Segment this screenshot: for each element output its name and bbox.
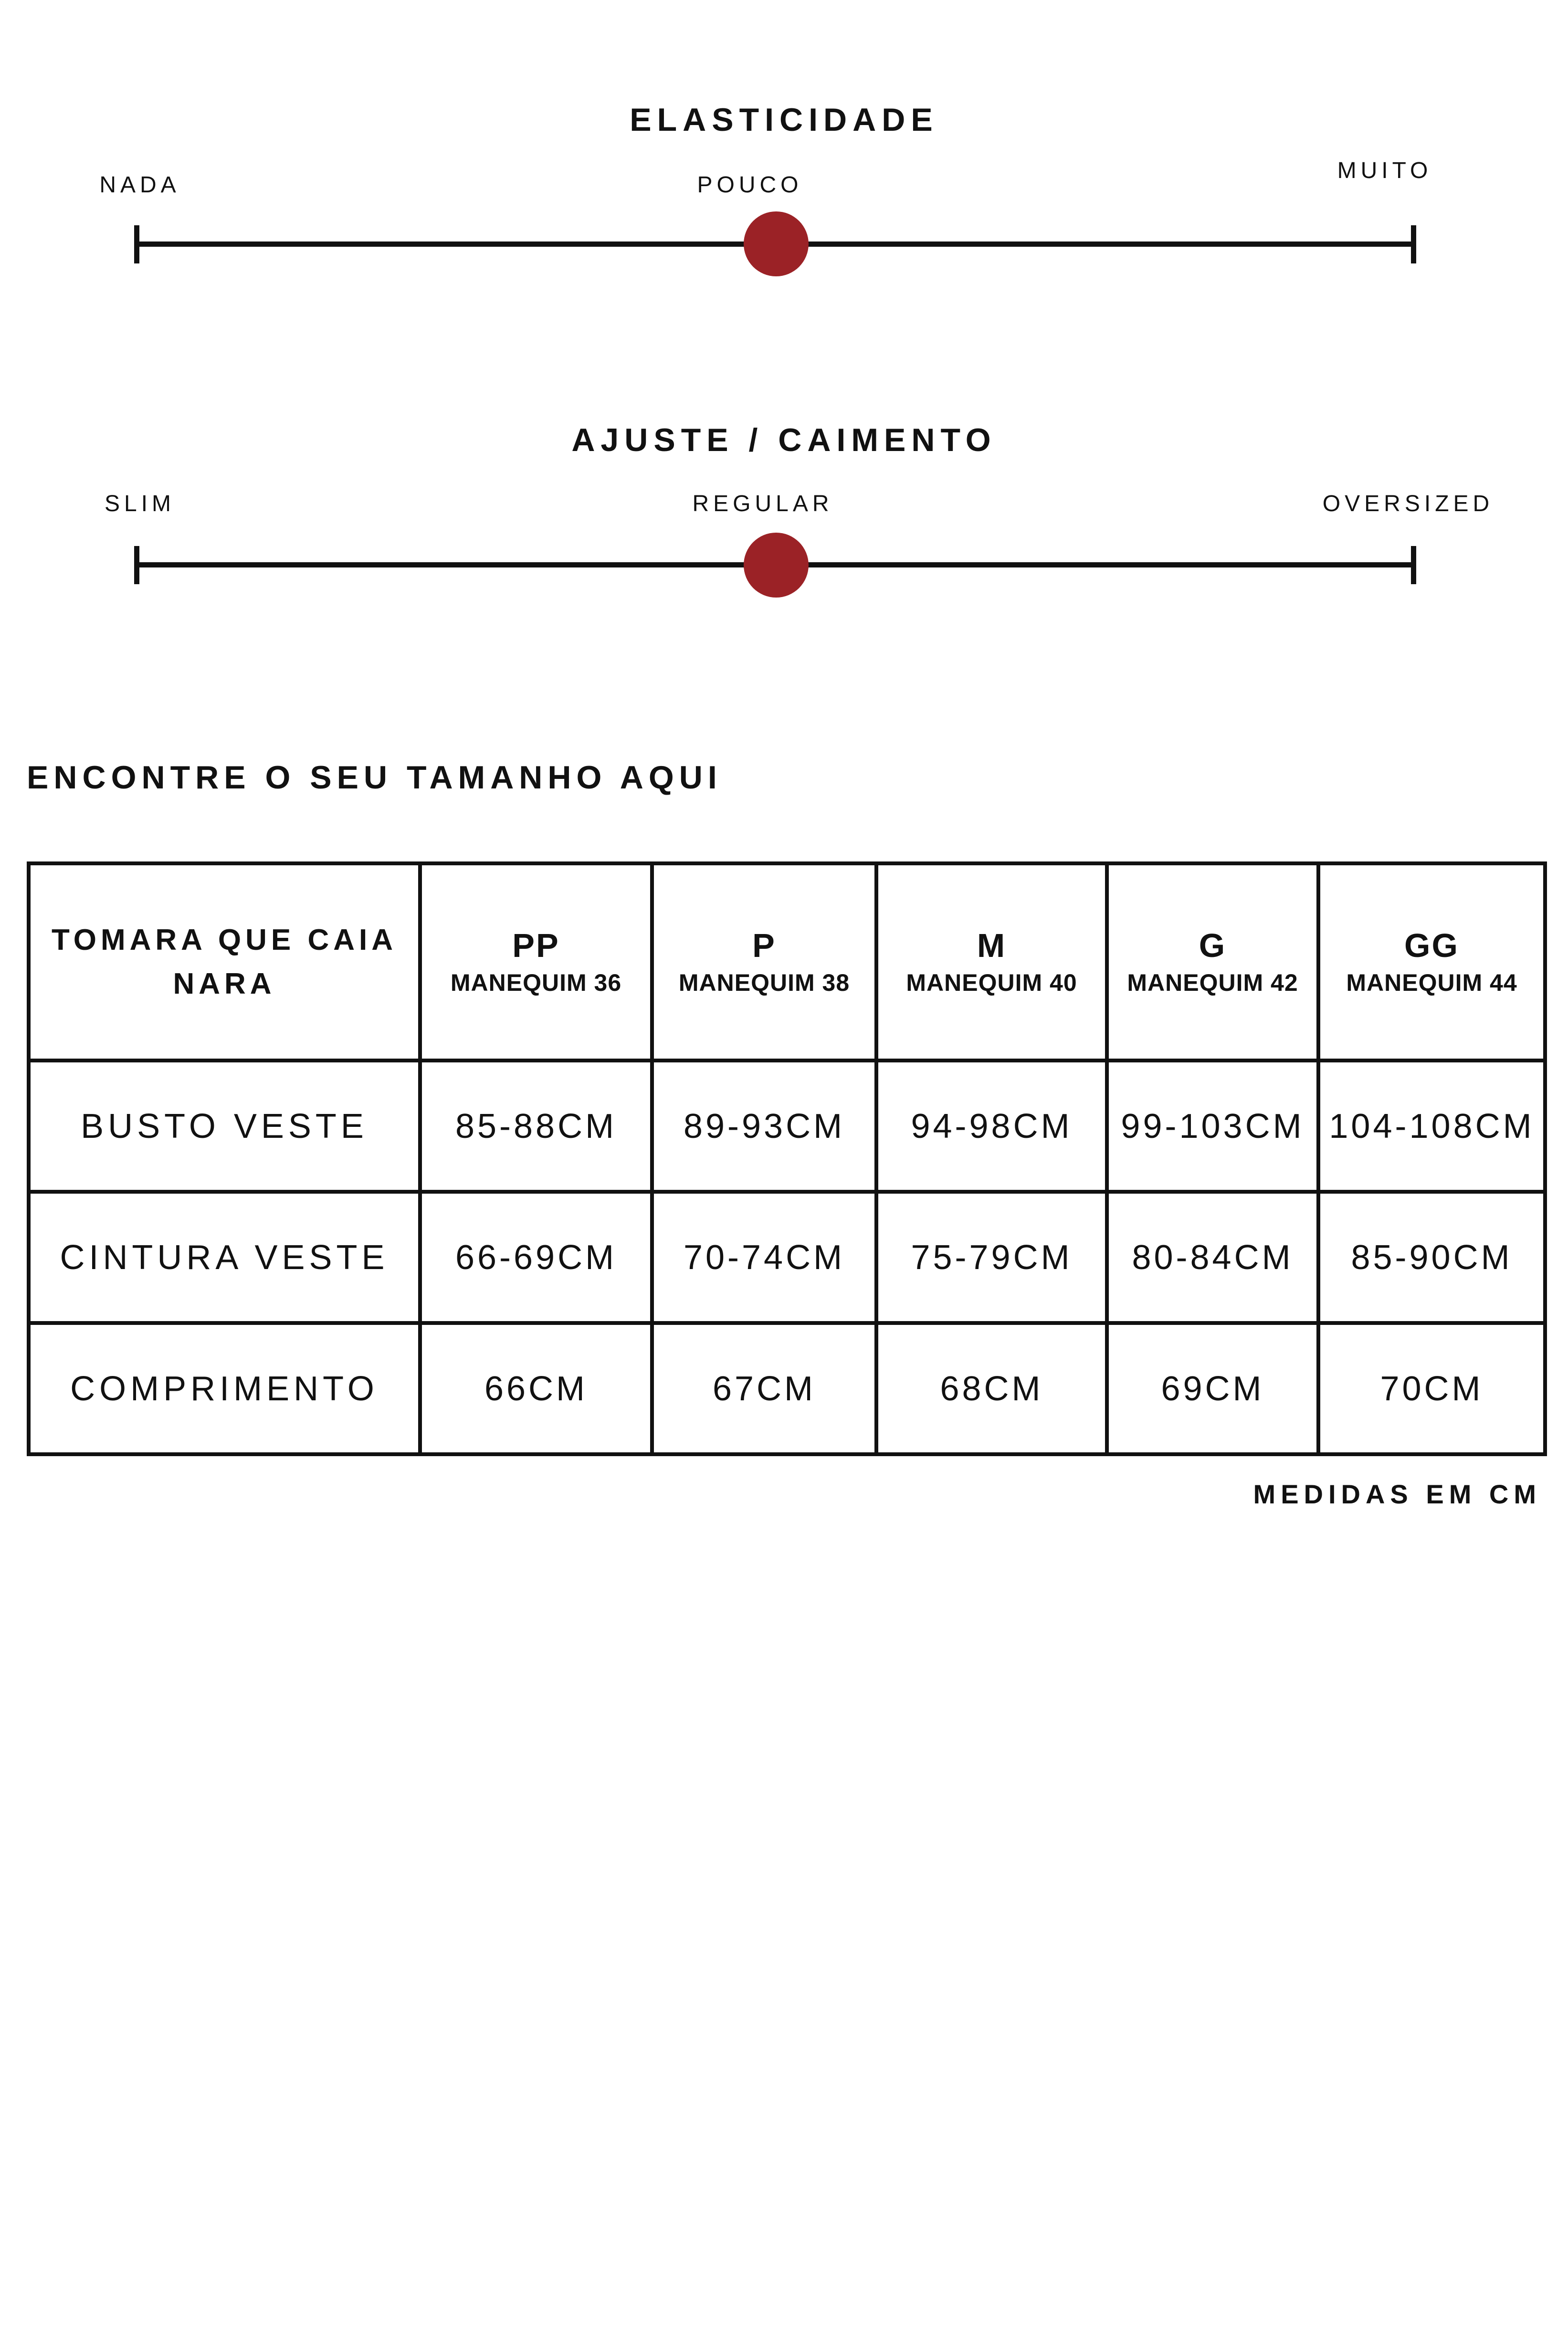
fit-tick-left xyxy=(134,546,139,584)
elasticity-title: ELASTICIDADE xyxy=(630,102,938,138)
table-row-comprimento xyxy=(29,1323,1545,1454)
measurements-footnote: MEDIDAS EM CM xyxy=(1253,1479,1541,1509)
elasticity-label-left: NADA xyxy=(99,172,180,198)
size-code: P xyxy=(752,926,776,964)
size-code: PP xyxy=(512,926,560,964)
elasticity-tick-right xyxy=(1411,225,1416,263)
elasticity-tick-left xyxy=(134,225,139,263)
table-cell: 67CM xyxy=(652,1323,876,1454)
size-mannequin: MANEQUIM 42 xyxy=(1127,969,1298,996)
table-cell: 66CM xyxy=(420,1323,652,1454)
fit-marker xyxy=(744,533,809,598)
size-table xyxy=(27,861,1547,1456)
size-section-title: ENCONTRE O SEU TAMANHO AQUI xyxy=(27,759,722,796)
size-mannequin: MANEQUIM 38 xyxy=(678,969,850,996)
size-header-pp xyxy=(420,863,652,1060)
fit-label-left: SLIM xyxy=(104,491,176,516)
table-cell: 85-88CM xyxy=(420,1060,652,1192)
row-label: BUSTO VESTE xyxy=(29,1060,420,1192)
size-code: M xyxy=(977,926,1007,964)
size-mannequin: MANEQUIM 44 xyxy=(1346,969,1517,996)
product-header-cell xyxy=(29,863,420,1060)
size-mannequin: MANEQUIM 36 xyxy=(450,969,622,996)
elasticity-marker xyxy=(744,211,809,276)
size-header-gg xyxy=(1318,863,1545,1060)
table-cell: 99-103CM xyxy=(1107,1060,1318,1192)
table-cell: 85-90CM xyxy=(1318,1192,1545,1323)
product-name-line1: TOMARA QUE CAIA xyxy=(52,923,397,956)
row-label: CINTURA VESTE xyxy=(29,1192,420,1323)
elasticity-label-middle: POUCO xyxy=(697,172,803,198)
table-row-busto xyxy=(29,1060,1545,1192)
fit-title: AJUSTE / CAIMENTO xyxy=(571,422,997,458)
table-cell: 94-98CM xyxy=(876,1060,1107,1192)
table-cell: 80-84CM xyxy=(1107,1192,1318,1323)
table-cell: 70CM xyxy=(1318,1323,1545,1454)
table-cell: 66-69CM xyxy=(420,1192,652,1323)
table-cell: 68CM xyxy=(876,1323,1107,1454)
table-cell: 89-93CM xyxy=(652,1060,876,1192)
table-cell: 75-79CM xyxy=(876,1192,1107,1323)
size-table-header-row xyxy=(29,863,1545,1060)
size-header-g xyxy=(1107,863,1318,1060)
table-cell: 70-74CM xyxy=(652,1192,876,1323)
row-label: COMPRIMENTO xyxy=(29,1323,420,1454)
table-cell: 104-108CM xyxy=(1318,1060,1545,1192)
fit-label-right: OVERSIZED xyxy=(1322,491,1494,516)
size-header-p xyxy=(652,863,876,1060)
size-code: GG xyxy=(1404,926,1459,964)
size-header-m xyxy=(876,863,1107,1060)
fit-tick-right xyxy=(1411,546,1416,584)
table-cell: 69CM xyxy=(1107,1323,1318,1454)
fit-label-middle: REGULAR xyxy=(692,491,833,516)
table-row-cintura xyxy=(29,1192,1545,1323)
product-name-line2: NARA xyxy=(173,967,276,1000)
size-mannequin: MANEQUIM 40 xyxy=(906,969,1077,996)
size-code: G xyxy=(1199,926,1227,964)
elasticity-label-right: MUITO xyxy=(1337,158,1432,183)
